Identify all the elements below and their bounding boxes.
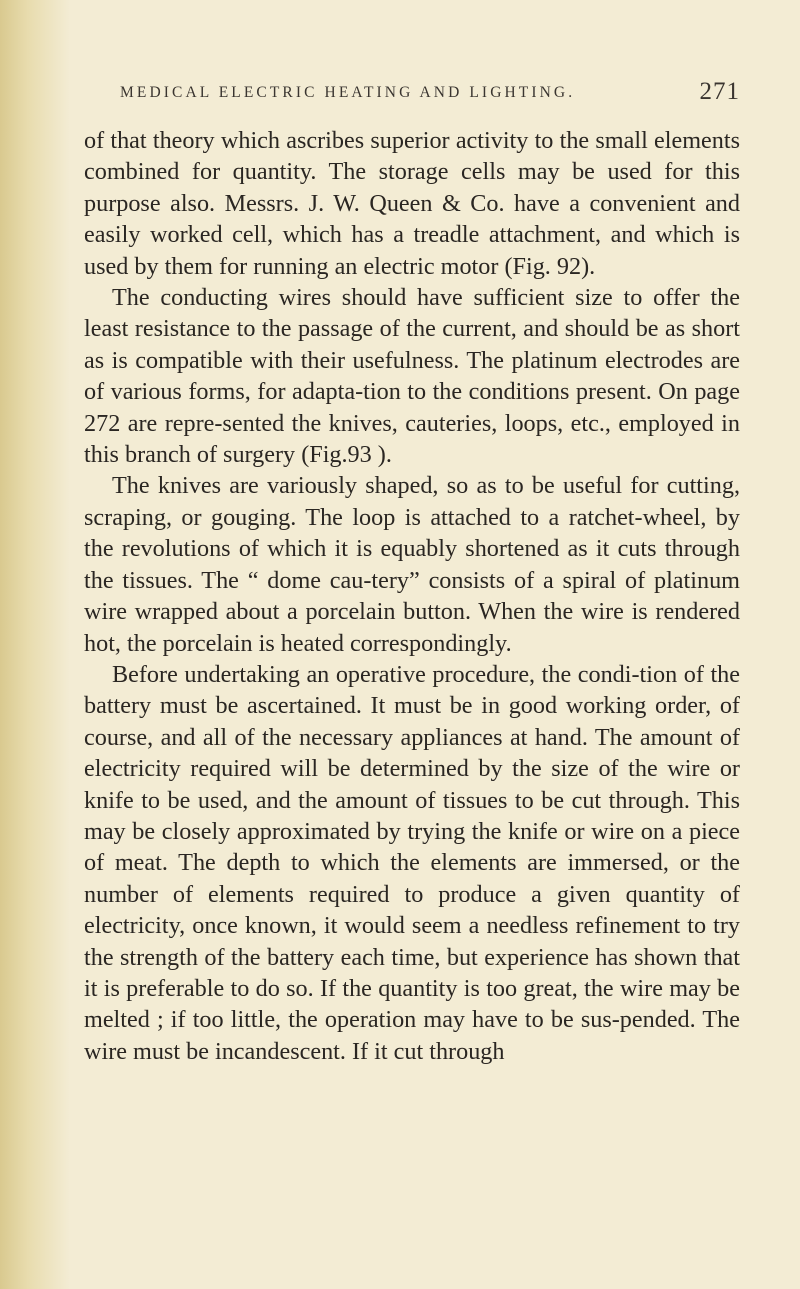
paragraph-conducting-wires: The conducting wires should have sufficient size to offer the least resistance to the passage of the current, and should be as short as is compatible with their usefulness. The platinum electrodes are of various forms, for adapta-tion to the conditions present. On page 272 are repre-sented the knives, cauteries, loops, etc., employed in this branch of surgery (Fig.93 ). (84, 284, 740, 469)
page-number: 271 (699, 78, 740, 105)
running-head (120, 80, 740, 110)
paragraph-continuation: of that theory which ascribes superior activity to the small elements combined for quantity. The storage cells may be used for this purpose also. Messrs. J. W. Queen & Co. have a convenient and easily worked cell, which has a treadle attachment, and which is used by them for running an electric motor (Fig. 92). (84, 127, 740, 280)
paragraph-knives: The knives are variously shaped, so as to be useful for cutting, scraping, or gouging. The loop is attached to a ratchet-wheel, by the revolutions of which it is equably shortened as it cuts through the tissues. The “ dome cau-tery” consists of a spiral of platinum wire wrapped about a porcelain button. When the wire is rendered hot, the porcelain is heated correspondingly. (84, 472, 740, 657)
paragraph-operative-procedure: Before undertaking an operative procedure, the condi-tion of the battery must be ascertained. It must be in good working order, of course, and all of the necessary appliances at hand. The amount of electricity required will be determined by the size of the wire or knife to be used, and the amount of tissues to be cut through. This may be closely approximated by trying the knife or wire on a piece of meat. The depth to which the elements are immersed, or the number of elements required to produce a given quantity of electricity, once known, it would seem a needless refinement to try the strength of the battery each time, but experience has shown that it is preferable to do so. If the quantity is too great, the wire may be melted ; if too little, the operation may have to be sus-pended. The wire must be incandescent. If it cut through (84, 660, 740, 1065)
running-head-title: MEDICAL ELECTRIC HEATING AND LIGHTING. (120, 84, 576, 101)
body-text (84, 125, 740, 1067)
